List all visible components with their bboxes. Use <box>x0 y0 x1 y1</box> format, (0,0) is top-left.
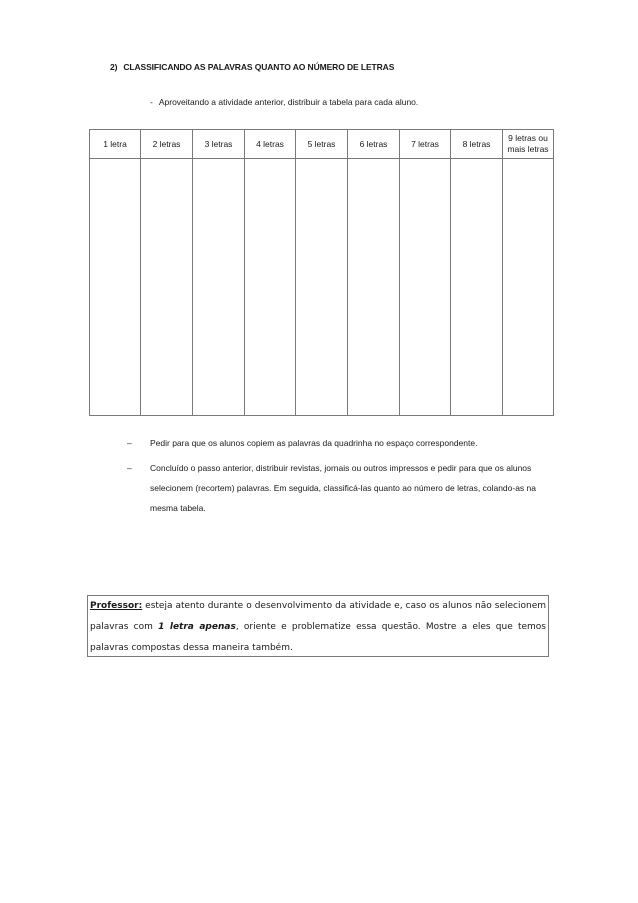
note-text-part1: esteja atento durante o desenvolvimento da atividade e, caso os alunos não selecionem palavras com <box>90 601 546 632</box>
teacher-note-box <box>87 595 549 657</box>
note-label: Professor: <box>90 601 143 611</box>
answer-cell[interactable] <box>245 159 296 416</box>
answer-cell[interactable] <box>400 159 451 416</box>
answer-cell[interactable] <box>90 159 141 416</box>
section-title: CLASSIFICANDO AS PALAVRAS QUANTO AO NÚMERO DE LETRAS <box>123 62 395 72</box>
answer-cell[interactable] <box>348 159 400 416</box>
bullet-text: Pedir para que os alunos copiem as palavras da quadrinha no espaço correspondente. <box>150 438 478 448</box>
bullet-dash: – <box>127 463 132 473</box>
answer-cell[interactable] <box>193 159 245 416</box>
section-heading <box>110 62 394 72</box>
column-header: 7 letras <box>400 130 451 159</box>
section-number: 2) <box>110 62 118 72</box>
note-text-part2: , oriente e problematize essa questão. Mostre a eles que temos palavras compostas dessa maneira também. <box>90 622 546 653</box>
intro-instruction <box>150 97 418 107</box>
column-header: 3 letras <box>193 130 245 159</box>
answer-cell[interactable] <box>141 159 193 416</box>
intro-text: Aproveitando a atividade anterior, distribuir a tabela para cada aluno. <box>158 97 419 107</box>
answer-cell[interactable] <box>296 159 348 416</box>
column-header: 5 letras <box>296 130 348 159</box>
column-header: 6 letras <box>348 130 400 159</box>
bullet-text: Concluído o passo anterior, distribuir revistas, jornais ou outros impressos e pedir para que os alunos selecionem (recortem) palavras. Em seguida, classificá-las quanto ao número de letras, colando-as na mesma tabela. <box>150 463 536 513</box>
intro-dash: - <box>150 97 153 107</box>
table-header-row <box>90 130 554 159</box>
column-header: 8 letras <box>451 130 503 159</box>
column-header: 9 letras ou mais letras <box>503 130 554 159</box>
note-emphasis: 1 letra apenas <box>158 622 236 632</box>
answer-cell[interactable] <box>451 159 503 416</box>
column-header: 1 letra <box>90 130 141 159</box>
column-header: 4 letras <box>245 130 296 159</box>
bullet-dash: – <box>127 438 132 448</box>
letter-count-table <box>89 129 554 416</box>
column-header: 2 letras <box>141 130 193 159</box>
answer-cell[interactable] <box>503 159 554 416</box>
table-answer-row <box>90 159 554 416</box>
